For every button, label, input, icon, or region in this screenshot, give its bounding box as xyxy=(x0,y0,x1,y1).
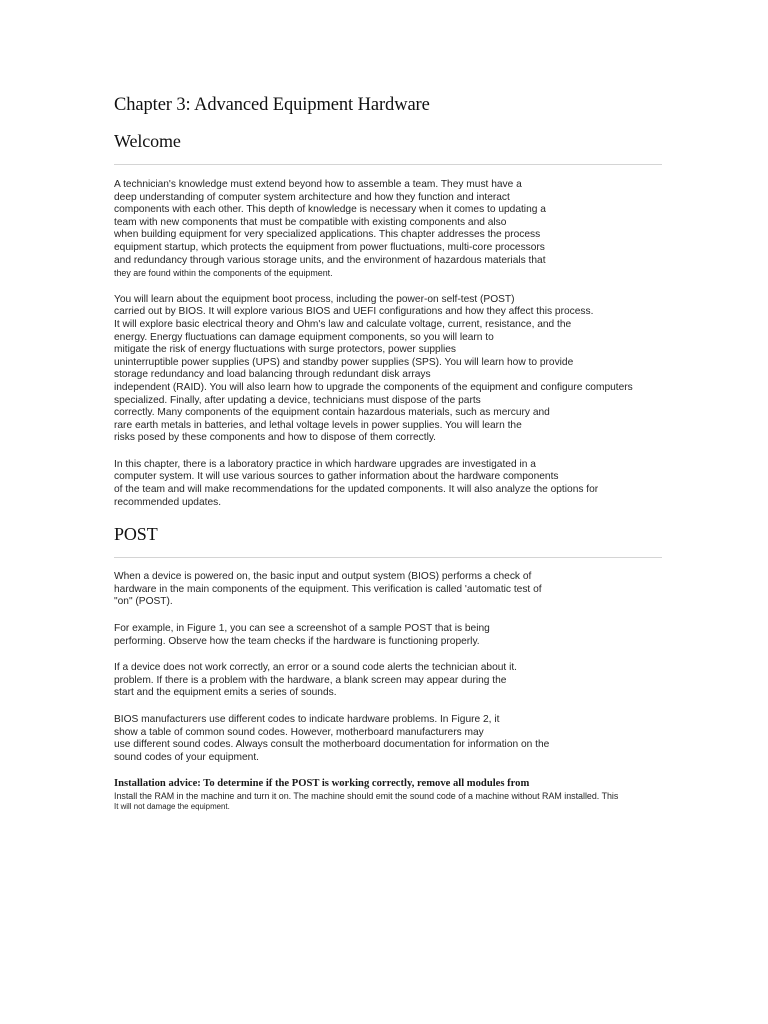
text-line: recommended updates. xyxy=(114,496,222,508)
advice-body xyxy=(114,791,662,813)
welcome-divider xyxy=(114,164,662,165)
text-line: storage redundancy and load balancing through redundant disk arrays xyxy=(114,369,431,381)
text-line: when building equipment for very specialized applications. This chapter addresses the process xyxy=(114,229,541,241)
text-line: problem. If there is a problem with the hardware, a blank screen may appear during the xyxy=(114,674,507,686)
text-line: uninterruptible power supplies (UPS) and standby power supplies (SPS). You will learn how to provide xyxy=(114,356,574,368)
text-line: equipment startup, which protects the equipment from power fluctuations, multi-core processors xyxy=(114,241,545,253)
text-line: It will explore basic electrical theory and Ohm's law and calculate voltage, current, resistance, and the xyxy=(114,318,572,330)
text-line: mitigate the risk of energy fluctuations with surge protectors, power supplies xyxy=(114,344,457,356)
text-line: show a table of common sound codes. However, motherboard manufacturers may xyxy=(114,726,484,738)
text-line: independent (RAID). You will also learn how to upgrade the components of the equipment and configure computers xyxy=(114,381,633,393)
welcome-section xyxy=(114,179,662,509)
post-paragraph-4 xyxy=(114,714,662,764)
post-paragraph-3 xyxy=(114,662,662,700)
advice-heading: Installation advice: To determine if the POST is working correctly, remove all modules from xyxy=(114,778,530,790)
post-paragraph-1 xyxy=(114,571,662,609)
welcome-paragraph-2 xyxy=(114,294,662,445)
text-line: of the team and will make recommendations for the updated components. It will also analyze the options for xyxy=(114,484,599,496)
text-line: BIOS manufacturers use different codes to indicate hardware problems. In Figure 2, it xyxy=(114,714,500,725)
installation-advice xyxy=(114,778,662,813)
text-line: sound codes of your equipment. xyxy=(114,751,259,763)
post-section xyxy=(114,571,662,813)
post-divider xyxy=(114,557,662,558)
text-line: In this chapter, there is a laboratory practice in which hardware upgrades are investigated in a xyxy=(114,458,536,470)
chapter-title: Chapter 3: Advanced Equipment Hardware xyxy=(114,95,430,115)
text-line: risks posed by these components and how to dispose of them correctly. xyxy=(114,432,437,444)
welcome-paragraph-1 xyxy=(114,179,662,280)
text-line: It will not damage the equipment. xyxy=(114,802,230,812)
text-line: energy. Energy fluctuations can damage equipment components, so you will learn to xyxy=(114,331,494,343)
text-line: use different sound codes. Always consult the motherboard documentation for information on the xyxy=(114,739,550,751)
text-line: rare earth metals in batteries, and lethal voltage levels in power supplies. You will learn the xyxy=(114,419,522,431)
text-line: correctly. Many components of the equipment contain hazardous materials, such as mercury and xyxy=(114,407,550,419)
text-line: When a device is powered on, the basic input and output system (BIOS) performs a check of xyxy=(114,571,532,583)
text-line: hardware in the main components of the equipment. This verification is called 'automatic test of xyxy=(114,583,542,595)
text-line: For example, in Figure 1, you can see a screenshot of a sample POST that is being xyxy=(114,623,490,635)
document-page xyxy=(114,92,662,813)
post-paragraph-2 xyxy=(114,623,662,648)
welcome-heading: Welcome xyxy=(114,131,181,151)
text-line: team with new components that must be compatible with existing components and also xyxy=(114,216,507,228)
text-line: computer system. It will use various sources to gather information about the hardware components xyxy=(114,471,559,483)
text-line: You will learn about the equipment boot process, including the power-on self-test (POST) xyxy=(114,293,515,305)
text-line: specialized. Finally, after updating a device, technicians must dispose of the parts xyxy=(114,394,481,406)
post-heading: POST xyxy=(114,524,158,545)
text-line: start and the equipment emits a series of sounds. xyxy=(114,687,337,699)
text-line: deep understanding of computer system architecture and how they function and interact xyxy=(114,191,510,203)
text-line: carried out by BIOS. It will explore various BIOS and UEFI configurations and how they affect this process. xyxy=(114,306,594,318)
text-line: components with each other. This depth of knowledge is necessary when it comes to updating a xyxy=(114,204,546,216)
text-line: If a device does not work correctly, an error or a sound code alerts the technician about it. xyxy=(114,662,517,674)
text-line: and redundancy through various storage units, and the environment of hazardous materials that xyxy=(114,254,546,266)
text-line: they are found within the components of the equipment. xyxy=(114,268,333,279)
text-line: A technician's knowledge must extend beyond how to assemble a team. They must have a xyxy=(114,179,522,190)
text-line: Install the RAM in the machine and turn it on. The machine should emit the sound code of a machine without RAM installed. This xyxy=(114,790,619,801)
text-line: "on" (POST). xyxy=(114,596,173,608)
welcome-paragraph-3 xyxy=(114,459,662,509)
text-line: performing. Observe how the team checks if the hardware is functioning properly. xyxy=(114,635,480,647)
